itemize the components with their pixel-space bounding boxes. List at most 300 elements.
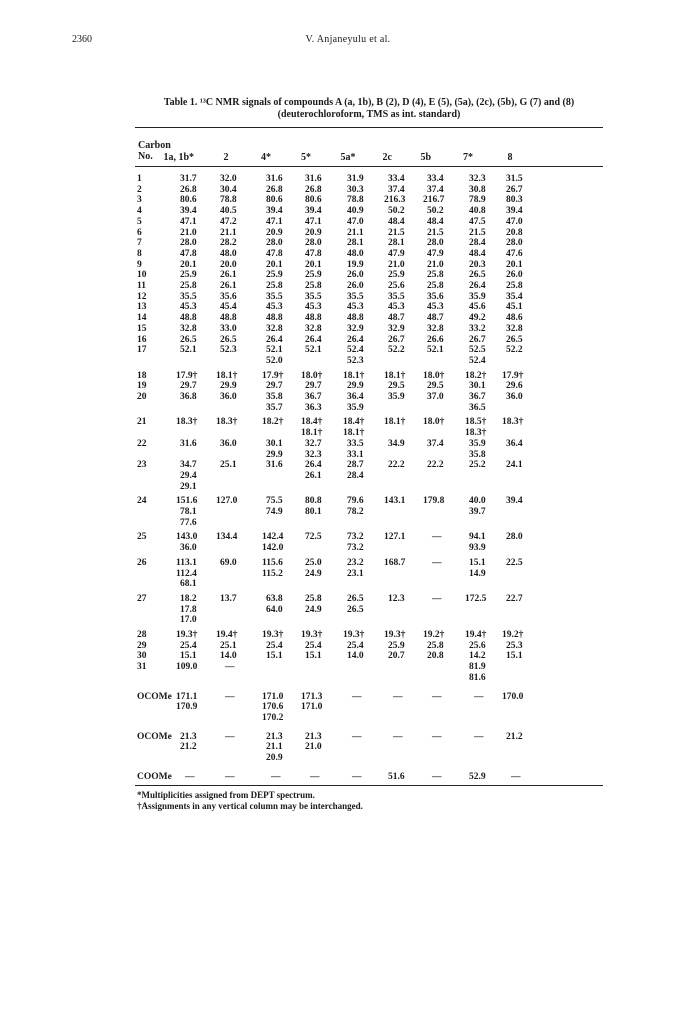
table-cell: 47.8: [180, 248, 197, 259]
row-label: 28: [137, 630, 147, 640]
table-cell: 78.2: [347, 507, 364, 517]
table-cell: 18.4†: [301, 417, 323, 428]
table-cell: 21.3: [305, 731, 322, 742]
table-cell: 26.4: [469, 281, 486, 291]
table-cell: 45.6: [469, 302, 486, 313]
row-label: 8: [137, 248, 142, 259]
table-cell: 18.0†: [423, 417, 445, 428]
row-label: 19: [137, 381, 147, 392]
table-cell: —: [432, 771, 442, 782]
row-label: 17: [137, 345, 147, 356]
table-cell: 21.2: [506, 731, 523, 742]
table-cell: 21.3: [266, 731, 283, 742]
table-cell: 18.4†: [343, 417, 365, 428]
table-cell: 77.6: [180, 517, 197, 528]
table-cell: 47.8: [266, 248, 283, 259]
table-cell: 33.1: [347, 449, 364, 460]
table-cell: 63.8: [266, 593, 283, 604]
table-cell: 26.6: [427, 334, 444, 345]
table-cell: 50.2: [388, 206, 405, 217]
table-cell: 32.8: [427, 323, 444, 334]
table-cell: —: [310, 771, 320, 782]
table-cell: 216.7: [423, 195, 445, 206]
table-cell: 25.9: [266, 270, 283, 281]
row-label: 30: [137, 651, 147, 662]
table-cell: 35.6: [220, 291, 237, 302]
table-cell: 32.8: [266, 323, 283, 334]
row-label: 31: [137, 662, 147, 673]
table-cell: 31.6: [266, 174, 283, 184]
table-cell: 20.1: [266, 259, 283, 270]
column-header: 7*: [463, 152, 473, 163]
table-cell: 179.8: [423, 496, 445, 507]
column-header: 8: [507, 152, 513, 163]
table-cell: 26.5: [347, 593, 364, 604]
table-cell: 30.3: [347, 184, 364, 195]
table-cell: 35.5: [180, 291, 197, 302]
table-cell: 52.4: [347, 345, 364, 356]
table-cell: 28.0: [180, 238, 197, 249]
table-cell: 36.4: [506, 438, 523, 449]
table-cell: 31.6: [305, 174, 322, 184]
table-cell: 35.6: [427, 291, 444, 302]
table-cell: 47.2: [220, 216, 237, 227]
table-cell: 79.6: [347, 496, 364, 507]
table-cell: 26.0: [506, 270, 523, 281]
column-header: 1a, 1b*: [163, 152, 195, 163]
table-cell: 127.1: [384, 532, 406, 543]
header-rule: [135, 166, 603, 167]
table-cell: 21.2: [180, 742, 197, 753]
row-label: 12: [137, 291, 147, 302]
table-cell: 45.3: [180, 302, 197, 313]
row-label: OCOMe: [137, 731, 172, 742]
table-cell: 80.6: [305, 195, 322, 206]
row-label: 23: [137, 460, 147, 471]
table-cell: —: [432, 593, 442, 604]
table-cell: 29.7: [305, 381, 322, 392]
table-cell: 17.9†: [176, 370, 198, 381]
row-label: 21: [137, 417, 147, 428]
table-cell: 31.5: [506, 174, 523, 184]
table-cell: 81.9: [469, 662, 486, 673]
table-cell: 39.4: [180, 206, 197, 217]
table-cell: 40.5: [220, 206, 237, 217]
table-cell: 20.1: [180, 259, 197, 270]
table-cell: 29.9: [347, 381, 364, 392]
table-cell: 37.0: [427, 392, 444, 402]
row-label: 25: [137, 532, 147, 543]
table-cell: 48.8: [220, 313, 237, 324]
table-cell: 20.1: [506, 259, 523, 270]
table-cell: 73.2: [347, 532, 364, 543]
table-cell: 25.9: [305, 270, 322, 281]
table-cell: 94.1: [469, 532, 486, 543]
table-cell: 20.7: [388, 651, 405, 662]
column-header: 2c: [382, 152, 392, 163]
table-cell: 29.5: [388, 381, 405, 392]
table-cell: 35.9: [347, 402, 364, 413]
table-cell: 36.0: [220, 438, 237, 449]
table-cell: 33.4: [427, 174, 444, 184]
table-cell: 33.4: [388, 174, 405, 184]
table-cell: 33.0: [220, 323, 237, 334]
table-cell: 19.3†: [384, 630, 406, 640]
row-label: 10: [137, 270, 147, 281]
table-cell: 26.4: [266, 334, 283, 345]
table-cell: 18.3†: [502, 417, 524, 428]
row-label: 15: [137, 323, 147, 334]
table-cell: 48.4: [469, 248, 486, 259]
table-cell: —: [352, 731, 362, 742]
table-cell: 52.0: [266, 355, 283, 366]
table-cell: 26.0: [347, 270, 364, 281]
table-cell: 19.3†: [262, 630, 284, 640]
table-cell: 48.6: [506, 313, 523, 324]
table-cell: 17.9†: [262, 370, 284, 381]
table-cell: 78.1: [180, 507, 197, 517]
table-cell: 25.6: [388, 281, 405, 291]
table-cell: 14.0: [220, 651, 237, 662]
table-cell: 31.9: [347, 174, 364, 184]
table-cell: 171.1: [176, 691, 198, 702]
table-cell: 26.7: [506, 184, 523, 195]
table-cell: 28.4: [347, 470, 364, 481]
table-cell: 47.0: [347, 216, 364, 227]
table-cell: 19.3†: [343, 630, 365, 640]
table-cell: 32.9: [388, 323, 405, 334]
table-cell: 25.6: [469, 640, 486, 651]
table-cell: 115.2: [262, 568, 283, 579]
table-cell: 20.9: [266, 227, 283, 238]
table-cell: 52.4: [469, 355, 486, 366]
table-cell: 36.7: [469, 392, 486, 402]
table-cell: 35.5: [347, 291, 364, 302]
row-label: 6: [137, 227, 142, 238]
table-cell: —: [474, 731, 484, 742]
table-cell: 21.1: [266, 742, 283, 753]
row-label: 9: [137, 259, 142, 270]
table-cell: 26.1: [220, 281, 237, 291]
table-cell: 20.8: [427, 651, 444, 662]
table-cell: —: [225, 662, 235, 673]
table-cell: 48.8: [180, 313, 197, 324]
table-cell: 64.0: [266, 604, 283, 615]
table-cell: 18.1†: [216, 370, 238, 381]
table-cell: 39.4: [506, 496, 523, 507]
table-cell: 15.1: [469, 557, 486, 568]
table-cell: 80.1: [305, 507, 322, 517]
table-cell: 24.9: [305, 568, 322, 579]
table-cell: 15.1: [266, 651, 283, 662]
row-label: OCOMe: [137, 691, 172, 702]
table-cell: —: [474, 691, 484, 702]
table-cell: 25.9: [388, 270, 405, 281]
table-cell: 52.1: [427, 345, 444, 356]
table-cell: 170.2: [262, 712, 284, 723]
table-cell: 21.1: [347, 227, 364, 238]
table-cell: 14.0: [347, 651, 364, 662]
table-cell: 29.4: [180, 470, 197, 481]
table-cell: 39.4: [266, 206, 283, 217]
table-cell: 25.0: [305, 557, 322, 568]
table-cell: —: [225, 691, 235, 702]
table-cell: 15.1: [180, 651, 197, 662]
table-cell: 47.1: [305, 216, 322, 227]
table-cell: 21.5: [469, 227, 486, 238]
table-cell: 127.0: [216, 496, 238, 507]
table-cell: —: [225, 771, 235, 782]
row-label: 29: [137, 640, 147, 651]
table-cell: 20.9: [266, 753, 283, 763]
column-header: 4*: [261, 152, 271, 163]
table-cell: 80.3: [506, 195, 523, 206]
table-cell: 19.9: [347, 259, 364, 270]
running-head: V. Anjaneyulu et al.: [305, 34, 391, 45]
table-cell: 20.1: [305, 259, 322, 270]
table-cell: —: [393, 691, 403, 702]
table-cell: 39.4: [506, 206, 523, 217]
table-cell: 37.4: [388, 184, 405, 195]
table-cell: 26.7: [469, 334, 486, 345]
table-cell: 34.9: [388, 438, 405, 449]
table-cell: 29.1: [180, 481, 197, 492]
bottom-rule: [135, 785, 603, 786]
table-cell: 26.5: [220, 334, 237, 345]
table-cell: 31.7: [180, 174, 197, 184]
table-cell: 29.5: [427, 381, 444, 392]
table-cell: 35.4: [506, 291, 523, 302]
table-cell: 52.9: [469, 771, 486, 782]
table-cell: 24.9: [305, 604, 322, 615]
table-cell: 47.0: [506, 216, 523, 227]
table-cell: 26.8: [266, 184, 283, 195]
row-label: 22: [137, 438, 147, 449]
table-cell: 19.2†: [423, 630, 445, 640]
table-cell: 19.2†: [502, 630, 524, 640]
table-cell: 36.3: [305, 402, 322, 413]
table-cell: 32.8: [305, 323, 322, 334]
table-cell: 47.1: [180, 216, 197, 227]
table-cell: 25.8: [427, 640, 444, 651]
table-cell: 31.6: [180, 438, 197, 449]
table-cell: 168.7: [384, 557, 406, 568]
table-cell: 73.2: [347, 543, 364, 554]
table-cell: 26.8: [305, 184, 322, 195]
table-cell: 28.0: [506, 238, 523, 249]
table-cell: 170.0: [502, 691, 524, 702]
table-cell: 25.9: [180, 270, 197, 281]
row-label: 26: [137, 557, 147, 568]
table-cell: 33.5: [347, 438, 364, 449]
table-cell: 30.1: [469, 381, 486, 392]
table-cell: 40.8: [469, 206, 486, 217]
table-cell: 18.1†: [343, 370, 365, 381]
table-cell: 52.3: [220, 345, 237, 356]
table-cell: 81.6: [469, 672, 486, 683]
table-cell: 48.0: [347, 248, 364, 259]
table-cell: 47.9: [388, 248, 405, 259]
table-cell: —: [432, 532, 442, 543]
table-cell: 39.7: [469, 507, 486, 517]
table-cell: 69.0: [220, 557, 237, 568]
table-cell: 25.9: [388, 640, 405, 651]
table-cell: 23.2: [347, 557, 364, 568]
table-cell: 32.8: [180, 323, 197, 334]
table-cell: 35.8: [266, 392, 283, 402]
table-cell: 35.5: [388, 291, 405, 302]
column-header: 5a*: [340, 152, 356, 163]
table-cell: 172.5: [465, 593, 487, 604]
table-cell: 30.1: [266, 438, 283, 449]
table-cell: 21.5: [388, 227, 405, 238]
row-label: 24: [137, 496, 147, 507]
table-cell: 19.3†: [176, 630, 198, 640]
table-cell: 19.4†: [216, 630, 238, 640]
table-cell: 25.8: [427, 270, 444, 281]
table-cell: 26.4: [347, 334, 364, 345]
table-cell: 18.0†: [423, 370, 445, 381]
table-cell: 22.2: [427, 460, 444, 471]
table-cell: 28.0: [427, 238, 444, 249]
row-label: 16: [137, 334, 147, 345]
table-cell: 25.8: [305, 593, 322, 604]
table-cell: 45.4: [220, 302, 237, 313]
table-cell: 32.0: [220, 174, 237, 184]
table-cell: 26.5: [347, 604, 364, 615]
table-cell: 25.8: [427, 281, 444, 291]
table-cell: 18.1†: [384, 417, 406, 428]
row-label: 2: [137, 184, 142, 195]
row-label: 20: [137, 392, 147, 402]
table-cell: 32.3: [305, 449, 322, 460]
table-cell: 35.9: [388, 392, 405, 402]
table-cell: 18.5†: [465, 417, 487, 428]
table-cell: 40.0: [469, 496, 486, 507]
table-cell: 45.3: [388, 302, 405, 313]
table-cell: 47.8: [305, 248, 322, 259]
table-cell: 36.5: [469, 402, 486, 413]
table-cell: 52.1: [180, 345, 197, 356]
table-cell: 48.8: [305, 313, 322, 324]
table-cell: 20.8: [506, 227, 523, 238]
table-cell: 35.5: [266, 291, 283, 302]
table-cell: 35.8: [469, 449, 486, 460]
table-cell: 19.3†: [301, 630, 323, 640]
table-cell: 47.5: [469, 216, 486, 227]
table-cell: 21.5: [427, 227, 444, 238]
table-cell: 36.0: [506, 392, 523, 402]
table-cell: 45.1: [506, 302, 523, 313]
table-cell: 25.8: [266, 281, 283, 291]
table-cell: 39.4: [305, 206, 322, 217]
table-cell: 49.2: [469, 313, 486, 324]
table-cell: 171.0: [301, 702, 323, 713]
table-cell: 170.6: [262, 702, 284, 713]
table-cell: 45.3: [347, 302, 364, 313]
table-cell: 23.1: [347, 568, 364, 579]
table-cell: 28.1: [388, 238, 405, 249]
table-cell: 113.1: [176, 557, 197, 568]
table-cell: 18.3†: [216, 417, 238, 428]
table-cell: 170.9: [176, 702, 198, 713]
table-cell: 36.0: [180, 543, 197, 554]
table-cell: —: [271, 771, 281, 782]
table-cell: 17.8: [180, 604, 197, 615]
table-cell: 36.0: [220, 392, 237, 402]
row-label: 5: [137, 216, 142, 227]
table-cell: 48.4: [427, 216, 444, 227]
table-caption: [135, 97, 603, 121]
footnote-multiplicities: *Multiplicities assigned from DEPT spectrum.: [137, 790, 315, 801]
table-cell: 48.0: [220, 248, 237, 259]
table-cell: 72.5: [305, 532, 322, 543]
table-cell: 48.8: [347, 313, 364, 324]
table-cell: 25.3: [506, 640, 523, 651]
table-cell: 28.0: [266, 238, 283, 249]
table-cell: 47.9: [427, 248, 444, 259]
table-cell: 25.2: [469, 460, 486, 471]
table-cell: 28.0: [305, 238, 322, 249]
table-cell: 28.4: [469, 238, 486, 249]
table-cell: 26.5: [506, 334, 523, 345]
table-cell: 45.3: [266, 302, 283, 313]
table-cell: 80.6: [266, 195, 283, 206]
table-cell: 30.8: [469, 184, 486, 195]
table-cell: 134.4: [216, 532, 238, 543]
table-cell: 18.2†: [262, 417, 284, 428]
table-cell: 25.8: [506, 281, 523, 291]
top-rule: [135, 127, 603, 128]
table-cell: 18.1†: [343, 428, 365, 439]
table-cell: 12.3: [388, 593, 405, 604]
table-cell: 52.5: [469, 345, 486, 356]
table-cell: 52.2: [506, 345, 523, 356]
table-cell: 47.1: [266, 216, 283, 227]
table-cell: 36.4: [347, 392, 364, 402]
row-label: COOMe: [137, 771, 172, 782]
table-cell: 17.9†: [502, 370, 524, 381]
caption-line-2: (deuterochloroform, TMS as int. standard): [277, 109, 461, 120]
table-cell: 18.1†: [301, 428, 323, 439]
table-cell: 28.2: [220, 238, 237, 249]
footnote-assignments: †Assignments in any vertical column may be interchanged.: [137, 801, 363, 812]
table-cell: 18.2: [180, 593, 197, 604]
table-cell: 29.9: [220, 381, 237, 392]
table-cell: 50.2: [427, 206, 444, 217]
table-cell: 20.0: [220, 259, 237, 270]
table-cell: 25.1: [220, 640, 237, 651]
table-cell: 29.7: [180, 381, 197, 392]
row-label: 13: [137, 302, 147, 313]
table-cell: 37.4: [427, 438, 444, 449]
table-cell: —: [432, 557, 442, 568]
table-cell: 115.6: [262, 557, 283, 568]
table-cell: —: [352, 771, 362, 782]
table-cell: 18.2†: [465, 370, 487, 381]
table-cell: 18.3†: [465, 428, 487, 439]
caption-line-1: Table 1. ¹³C NMR signals of compounds A (a, 1b), B (2), D (4), E (5), (5a), (2c), (5b), G (7) and (8): [163, 97, 575, 108]
table-cell: 171.0: [262, 691, 284, 702]
table-cell: 80.6: [180, 195, 197, 206]
table-cell: 29.7: [266, 381, 283, 392]
table-cell: 171.3: [301, 691, 323, 702]
table-cell: 26.4: [305, 334, 322, 345]
table-cell: 28.0: [506, 532, 523, 543]
table-cell: 37.4: [427, 184, 444, 195]
table-cell: 22.7: [506, 593, 523, 604]
table-cell: 21.1: [220, 227, 237, 238]
